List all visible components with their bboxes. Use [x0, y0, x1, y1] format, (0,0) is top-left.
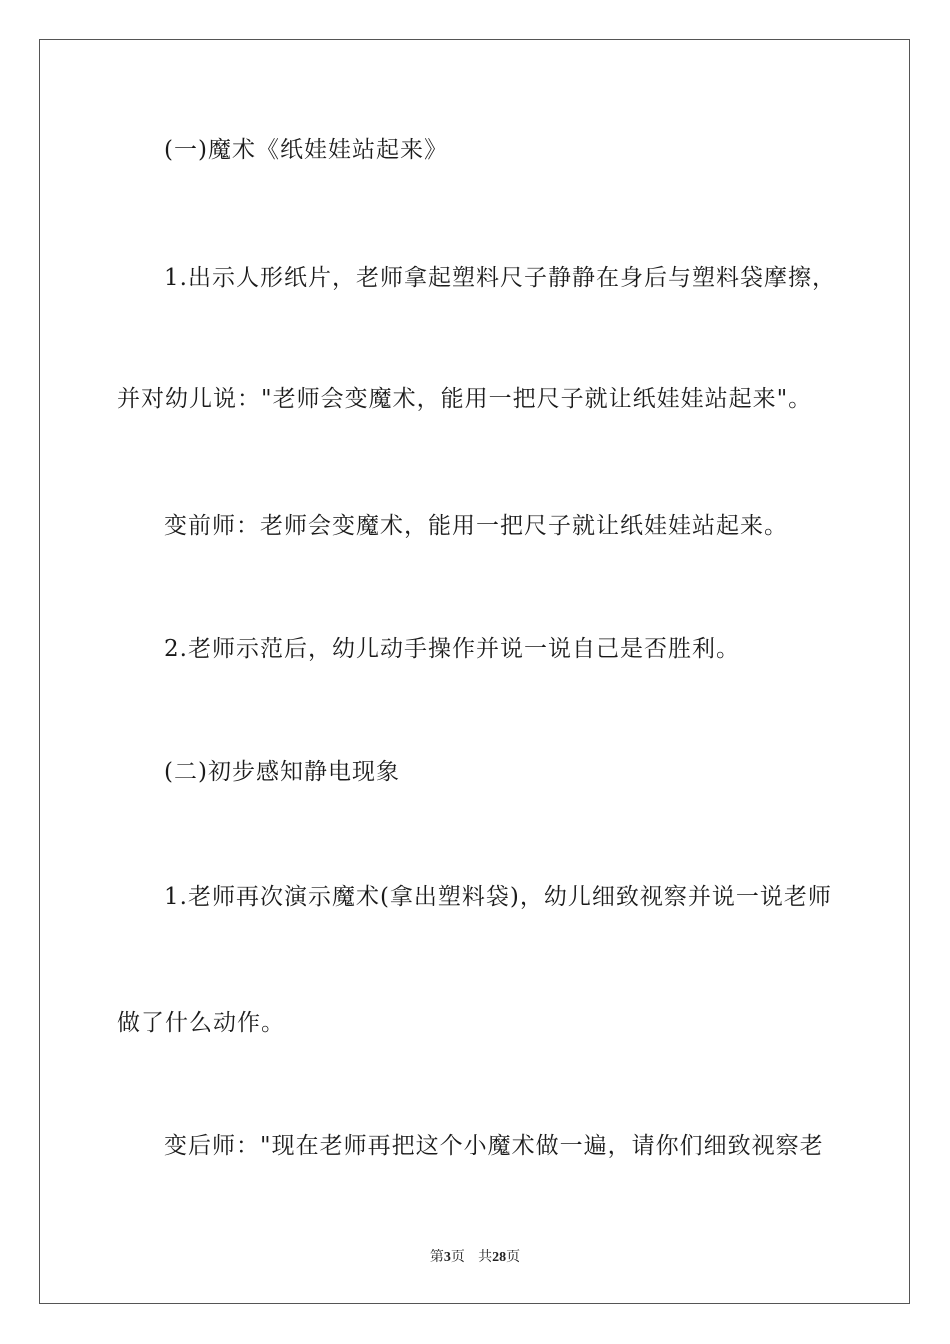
footer-total-pages: 28 — [492, 1250, 507, 1265]
section-heading-magic: (一)魔术《纸娃娃站起来》 — [164, 137, 448, 163]
paragraph-static-step-1: 1.老师再次演示魔术(拿出塑料袋)，幼儿细致视察并说一说老师 — [164, 884, 832, 910]
paragraph-variant-before: 变前师：老师会变魔术，能用一把尺子就让纸娃娃站起来。 — [164, 513, 788, 539]
footer-page-suffix: 页 — [450, 1249, 465, 1265]
paragraph-static-step-1-continued: 做了什么动作。 — [117, 1010, 285, 1036]
footer-total-suffix: 页 — [506, 1249, 521, 1265]
footer-page-prefix: 第 — [429, 1249, 444, 1265]
paragraph-variant-after: 变后师："现在老师再把这个小魔术做一遍，请你们细致视察老 — [164, 1133, 824, 1159]
footer-page-number: 3 — [443, 1250, 451, 1265]
paragraph-step-1-continued: 并对幼儿说："老师会变魔术，能用一把尺子就让纸娃娃站起来"。 — [117, 386, 813, 412]
page-footer — [0, 1248, 950, 1267]
paragraph-step-2: 2.老师示范后，幼儿动手操作并说一说自己是否胜利。 — [164, 636, 740, 662]
page-border — [39, 39, 910, 1304]
section-heading-static: (二)初步感知静电现象 — [164, 759, 400, 785]
paragraph-step-1: 1.出示人形纸片，老师拿起塑料尺子静静在身后与塑料袋摩擦， — [164, 265, 836, 291]
footer-total-prefix: 共 — [478, 1249, 493, 1265]
